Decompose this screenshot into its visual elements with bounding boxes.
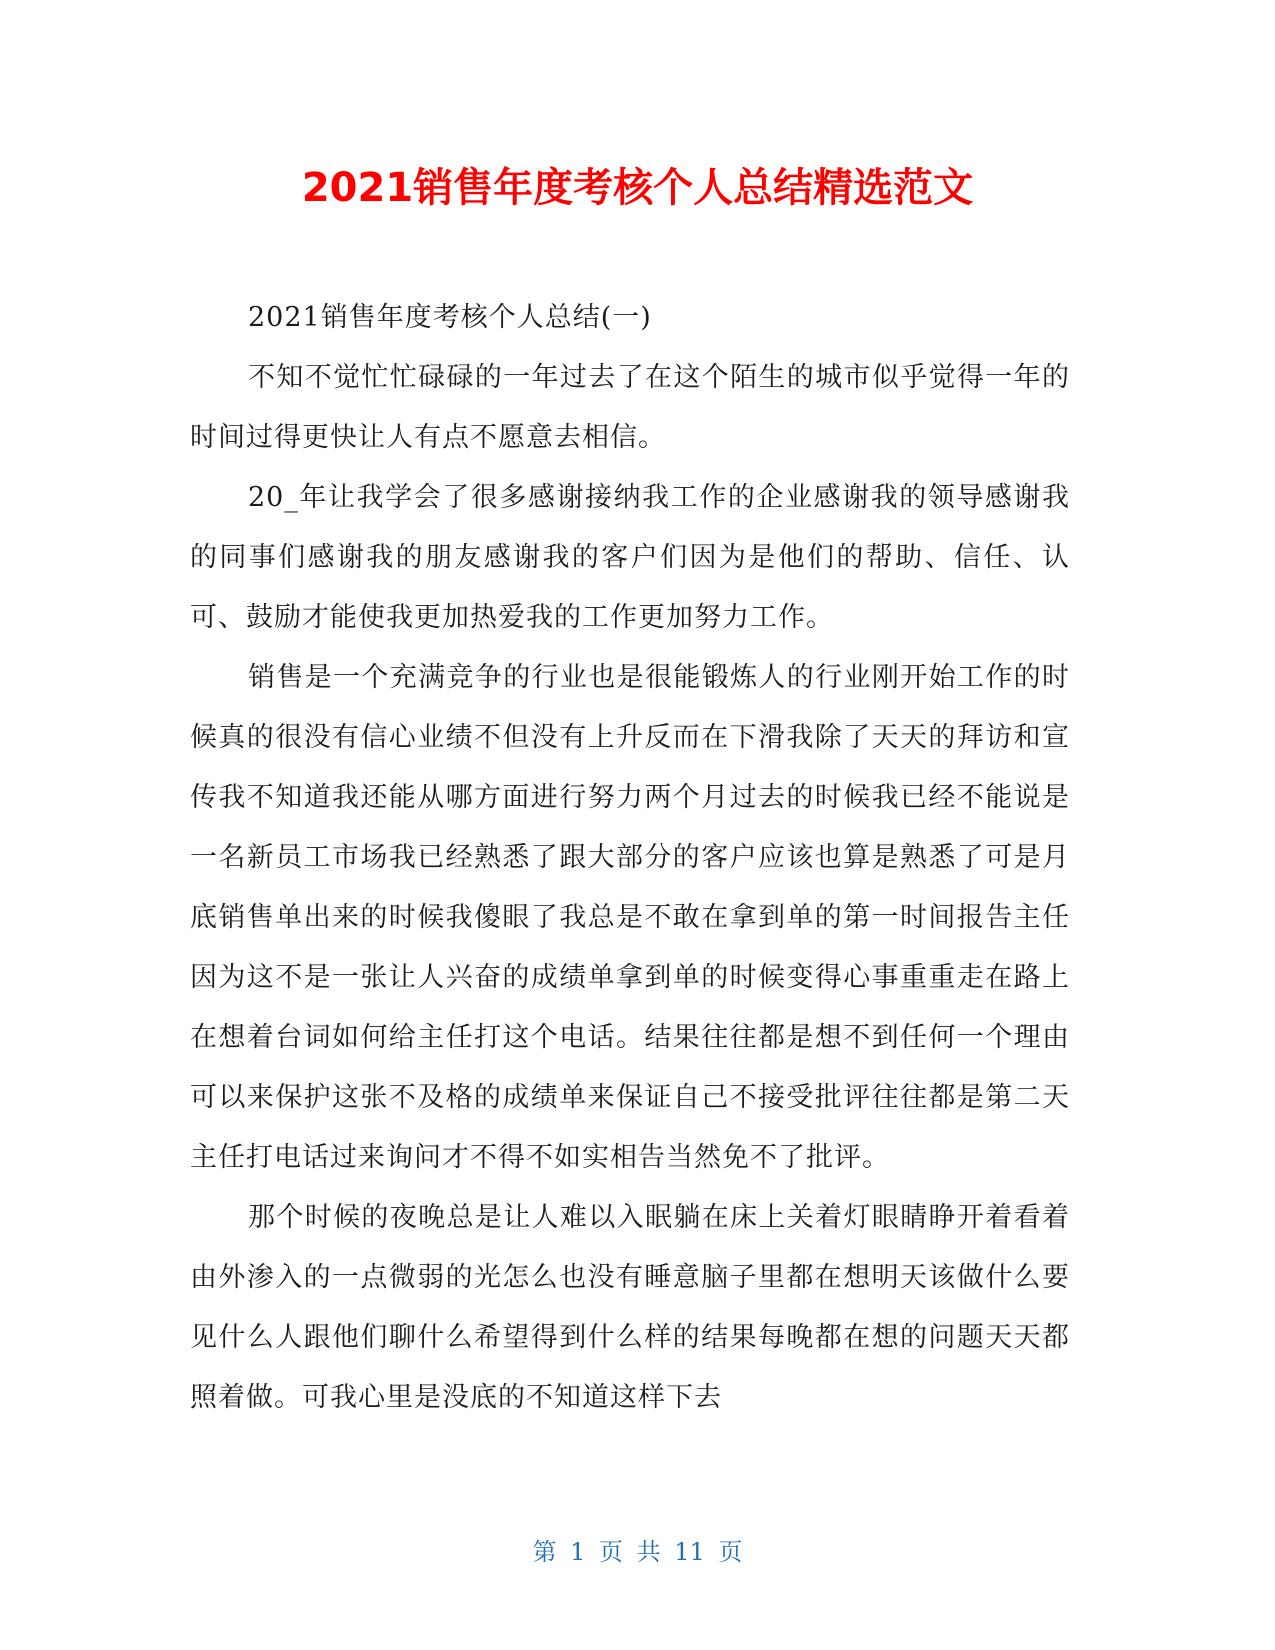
document-title: 2021销售年度考核个人总结精选范文 bbox=[301, 165, 974, 211]
document-body bbox=[190, 288, 1070, 1428]
page-number-footer: 第 1 页 共 11 页 bbox=[532, 1538, 743, 1566]
paragraph: 那个时候的夜晚总是让人难以入眠躺在床上关着灯眼睛睁开着看着由外渗入的一点微弱的光怎么也没有睡意脑子里都在想明天该做什么要见什么人跟他们聊什么希望得到什么样的结果每晚都在想的问题天天都照着做。可我心里是没底的不知道这样下去 bbox=[190, 1202, 1070, 1413]
paragraph-section-heading: 2021销售年度考核个人总结(一) bbox=[248, 302, 652, 333]
paragraph: 20_年让我学会了很多感谢接纳我工作的企业感谢我的领导感谢我的同事们感谢我的朋友感谢我的客户们因为是他们的帮助、信任、认可、鼓励才能使我更加热爱我的工作更加努力工作。 bbox=[190, 482, 1070, 633]
paragraph: 销售是一个充满竞争的行业也是很能锻炼人的行业刚开始工作的时候真的很没有信心业绩不但没有上升反而在下滑我除了天天的拜访和宣传我不知道我还能从哪方面进行努力两个月过去的时候我已经不能说是一名新员工市场我已经熟悉了跟大部分的客户应该也算是熟悉了可是月底销售单出来的时候我傻眼了我总是不敢在拿到单的第一时间报告主任因为这不是一张让人兴奋的成绩单拿到单的时候变得心事重重走在路上在想着台词如何给主任打这个电话。结果往往都是想不到任何一个理由可以来保护这张不及格的成绩单来保证自己不接受批评往往都是第二天主任打电话过来询问才不得不如实相告当然免不了批评。 bbox=[190, 662, 1070, 1173]
paragraph: 不知不觉忙忙碌碌的一年过去了在这个陌生的城市似乎觉得一年的时间过得更快让人有点不愿意去相信。 bbox=[190, 362, 1070, 453]
